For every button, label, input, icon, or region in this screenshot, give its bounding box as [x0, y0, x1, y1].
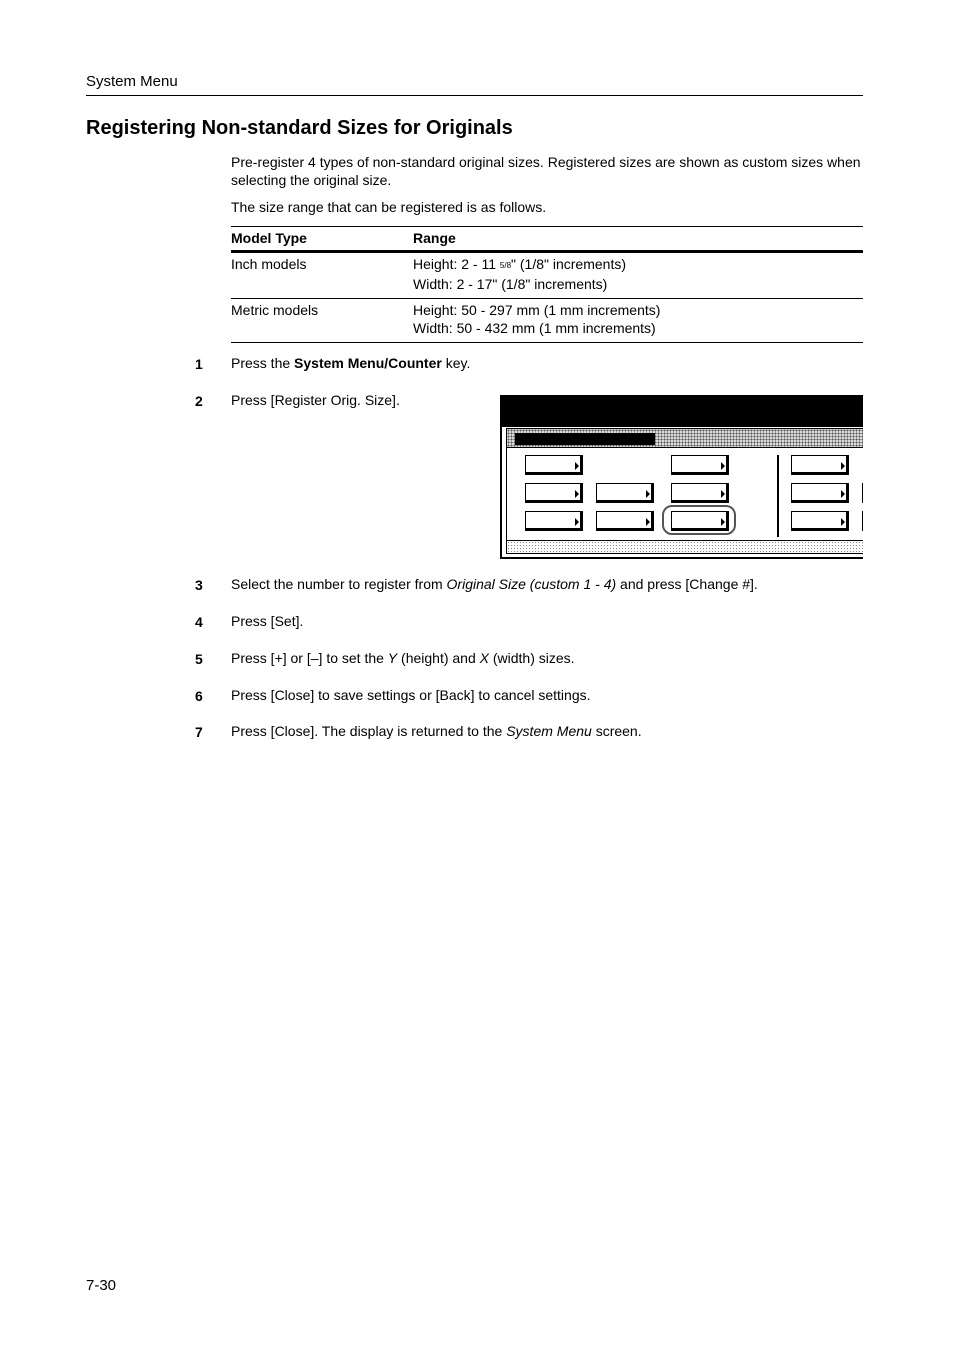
cell-model: Metric models — [231, 299, 413, 343]
panel-divider — [777, 455, 779, 537]
table-header-row — [231, 227, 863, 252]
step-number: 3 — [195, 577, 203, 593]
step-text — [231, 354, 470, 372]
step-text: Press [Close] to save settings or [Back] to cancel settings. — [231, 687, 591, 703]
panel-button[interactable] — [525, 483, 583, 503]
panel-footer-bar — [506, 540, 863, 554]
step-text-part: Press [Close]. The display is returned to the — [231, 723, 507, 739]
header-range: Range — [413, 227, 863, 252]
header-rule — [86, 95, 863, 96]
cell-model: Inch models — [231, 252, 413, 299]
step-text — [231, 575, 758, 593]
panel-button[interactable] — [791, 455, 849, 475]
panel-button[interactable] — [525, 455, 583, 475]
cell-range — [413, 252, 863, 299]
range-height-prefix: Height: 2 - 11 — [413, 256, 500, 272]
intro-range-note: The size range that can be registered is as follows. — [231, 199, 547, 215]
system-menu-screen-illustration — [500, 395, 863, 559]
page-number: 7-30 — [86, 1277, 117, 1294]
ui-term: Y — [387, 650, 398, 666]
panel-button[interactable] — [671, 455, 729, 475]
panel-button[interactable] — [525, 511, 583, 531]
step-number: 4 — [195, 614, 203, 630]
panel-button[interactable] — [791, 483, 849, 503]
page-title: Registering Non-standard Sizes for Originals — [86, 117, 513, 139]
panel-titlebar — [502, 395, 863, 427]
range-height-suffix: " (1/8" increments) — [511, 256, 627, 272]
key-name: System Menu/Counter — [294, 355, 442, 371]
step-text-part: and press [Change #]. — [616, 576, 758, 592]
running-header: System Menu — [86, 73, 178, 90]
panel-button[interactable] — [596, 483, 654, 503]
panel-button[interactable] — [791, 511, 849, 531]
step-text — [231, 649, 575, 667]
step-text: Press [Register Orig. Size]. — [231, 392, 400, 408]
intro-paragraph: Pre-register 4 types of non-standard original sizes. Registered sizes are shown as custom sizes when selecting the original size. — [231, 154, 861, 188]
step-text-part: Select the number to register from — [231, 576, 447, 592]
step-text-part: screen. — [591, 723, 642, 739]
ui-term: Original Size (custom 1 - 4) — [446, 576, 617, 592]
header-model-type: Model Type — [231, 227, 413, 252]
panel-button[interactable] — [862, 483, 863, 503]
table-row — [231, 299, 863, 343]
step-text-part: Press [+] or [–] to set the — [231, 650, 388, 666]
panel-header-label — [515, 433, 655, 445]
panel-button[interactable] — [671, 483, 729, 503]
range-width: Width: 2 - 17" (1/8" increments) — [413, 276, 608, 292]
step-number: 2 — [195, 393, 203, 409]
step-number: 5 — [195, 651, 203, 667]
range-width: Width: 50 - 432 mm (1 mm increments) — [413, 320, 656, 336]
step-number: 6 — [195, 688, 203, 704]
step-text-part: (height) and — [397, 650, 480, 666]
step-text-part: (width) sizes. — [488, 650, 575, 666]
range-height-fraction: 5/8 — [499, 261, 512, 270]
ui-term: System Menu — [506, 723, 592, 739]
step-text-part: Press the — [231, 355, 295, 371]
ui-term: X — [479, 650, 489, 666]
panel-header-bar — [506, 428, 863, 448]
highlight-ring — [662, 505, 736, 535]
step-text-part: key. — [441, 355, 471, 371]
step-number: 1 — [195, 356, 203, 372]
step-number: 7 — [195, 724, 203, 740]
step-text: Press [Set]. — [231, 613, 304, 629]
table-row — [231, 252, 863, 299]
range-height: Height: 50 - 297 mm (1 mm increments) — [413, 302, 661, 318]
panel-button[interactable] — [596, 511, 654, 531]
cell-range — [413, 299, 863, 343]
size-range-table — [231, 226, 863, 343]
range-height — [413, 255, 863, 275]
panel-button[interactable] — [862, 511, 863, 531]
step-text — [231, 722, 642, 740]
